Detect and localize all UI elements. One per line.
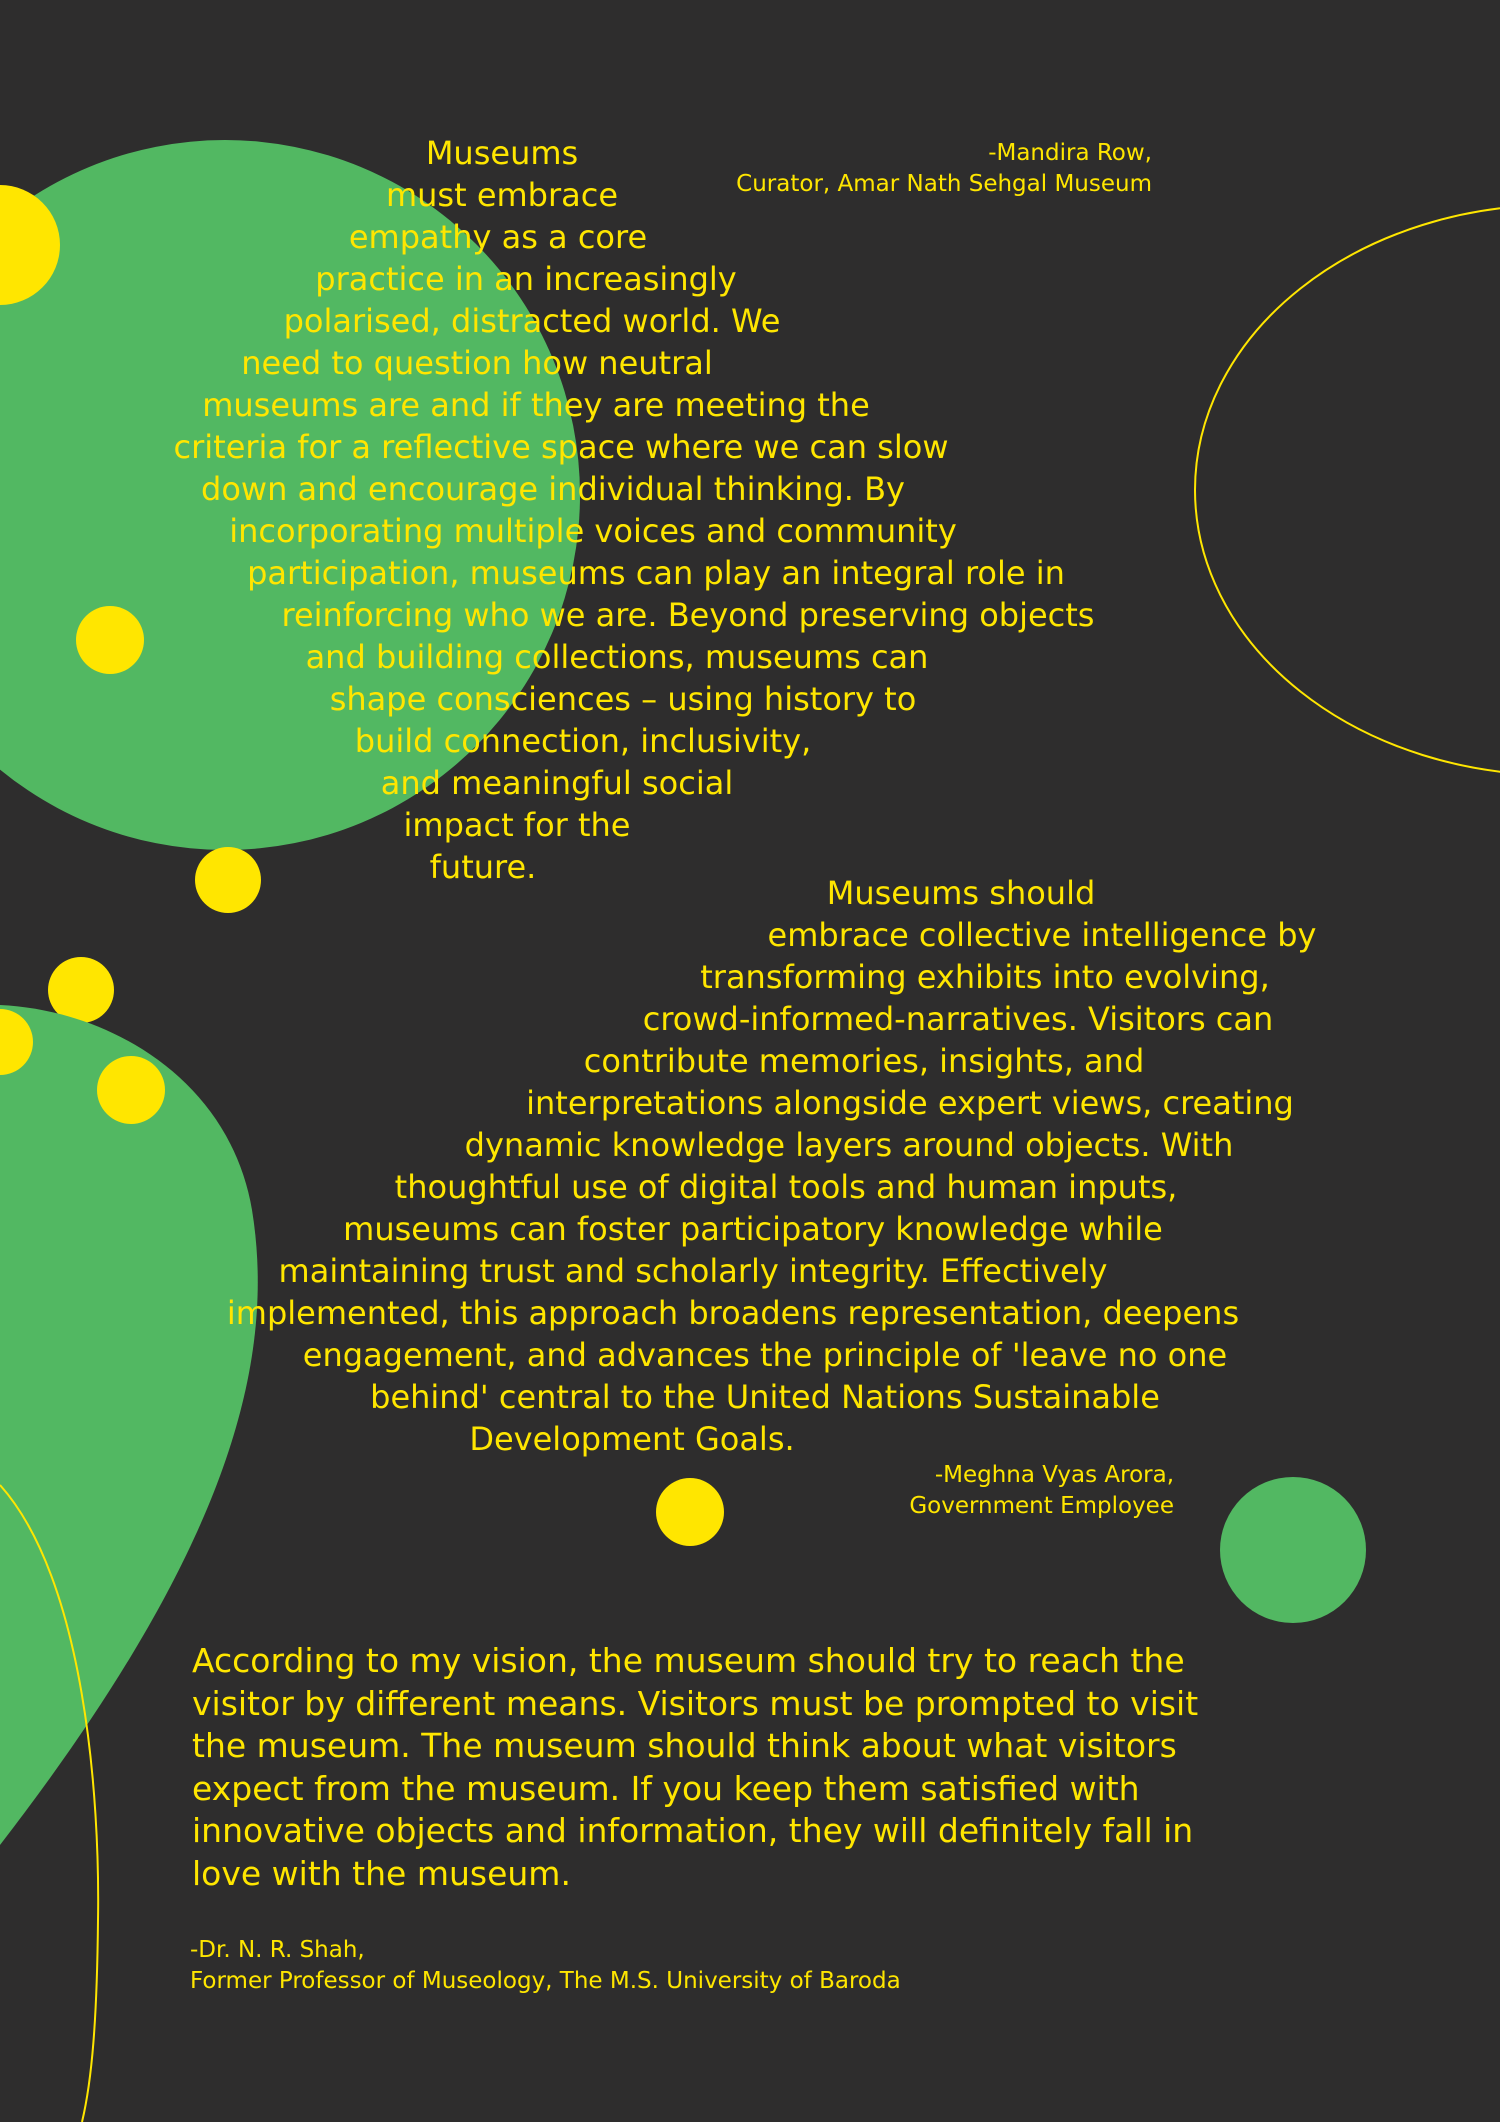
yellow-dot xyxy=(76,606,144,674)
quote-line: embrace collective intelligence by xyxy=(767,916,1317,954)
yellow-dot xyxy=(97,1056,165,1124)
quote-line: participation, museums can play an integral role in xyxy=(247,554,1065,592)
quote-line: Museums should xyxy=(826,874,1096,912)
quote-line: behind' central to the United Nations Sustainable xyxy=(370,1378,1160,1416)
quote-line: Museums xyxy=(425,134,579,172)
quote-line: implemented, this approach broadens representation, deepens xyxy=(226,1294,1240,1332)
quote-line: interpretations alongside expert views, creating xyxy=(526,1084,1294,1122)
quote-line: dynamic knowledge layers around objects. With xyxy=(464,1126,1234,1164)
quote-line: polarised, distracted world. We xyxy=(283,302,781,340)
attribution-name: -Meghna Vyas Arora, xyxy=(934,1462,1174,1488)
quote-line: build connection, inclusivity, xyxy=(354,722,812,760)
quote-line: and building collections, museums can xyxy=(305,638,929,676)
quote-3-attribution xyxy=(190,1935,901,1997)
quote-line: contribute memories, insights, and xyxy=(583,1042,1145,1080)
quote-line: transforming exhibits into evolving, xyxy=(700,958,1270,996)
quote-line: maintaining trust and scholarly integrity. Effectively xyxy=(278,1252,1108,1290)
quote-2-attribution xyxy=(909,1460,1174,1522)
quote-line: need to question how neutral xyxy=(241,344,713,382)
quote-line: practice in an increasingly xyxy=(315,260,737,298)
quote-line: engagement, and advances the principle of 'leave no one xyxy=(302,1336,1228,1374)
quote-line: Development Goals. xyxy=(469,1420,795,1458)
attribution-role: Curator, Amar Nath Sehgal Museum xyxy=(736,171,1152,197)
quote-line: crowd-informed-narratives. Visitors can xyxy=(642,1000,1274,1038)
quote-line: down and encourage individual thinking. By xyxy=(201,470,905,508)
yellow-dot xyxy=(48,957,114,1023)
yellow-dot xyxy=(195,847,261,913)
quote-line: and meaningful social xyxy=(380,764,734,802)
quote-line: incorporating multiple voices and community xyxy=(229,512,957,550)
quote-line: impact for the xyxy=(403,806,631,844)
quote-line: empathy as a core xyxy=(348,218,648,256)
quote-line: museums are and if they are meeting the xyxy=(202,386,870,424)
green-circle xyxy=(1220,1477,1366,1623)
attribution-role: Government Employee xyxy=(909,1493,1174,1519)
quote-line: reinforcing who we are. Beyond preserving objects xyxy=(281,596,1095,634)
quote-1-attribution xyxy=(736,138,1152,200)
quote-line: future. xyxy=(429,848,537,886)
outline-ellipse-right xyxy=(1195,205,1500,775)
yellow-dot xyxy=(656,1478,724,1546)
quote-line: thoughtful use of digital tools and human inputs, xyxy=(394,1168,1178,1206)
attribution-role: Former Professor of Museology, The M.S. University of Baroda xyxy=(190,1968,901,1994)
quote-line: museums can foster participatory knowledge while xyxy=(343,1210,1163,1248)
quote-line: must embrace xyxy=(385,176,619,214)
quote-3-body: According to my vision, the museum should try to reach the visitor by different means. Visitors must be prompted to visit the museum. The museum should think about what visitors expect from the museum. If you keep them satisfied with innovative objects and information, they will definitely fall in love with the museum. xyxy=(192,1641,1199,1893)
quote-line: criteria for a reflective space where we can slow xyxy=(173,428,949,466)
quote-line: shape consciences – using history to xyxy=(329,680,917,718)
attribution-name: -Mandira Row, xyxy=(988,140,1152,166)
attribution-name: -Dr. N. R. Shah, xyxy=(190,1937,365,1963)
